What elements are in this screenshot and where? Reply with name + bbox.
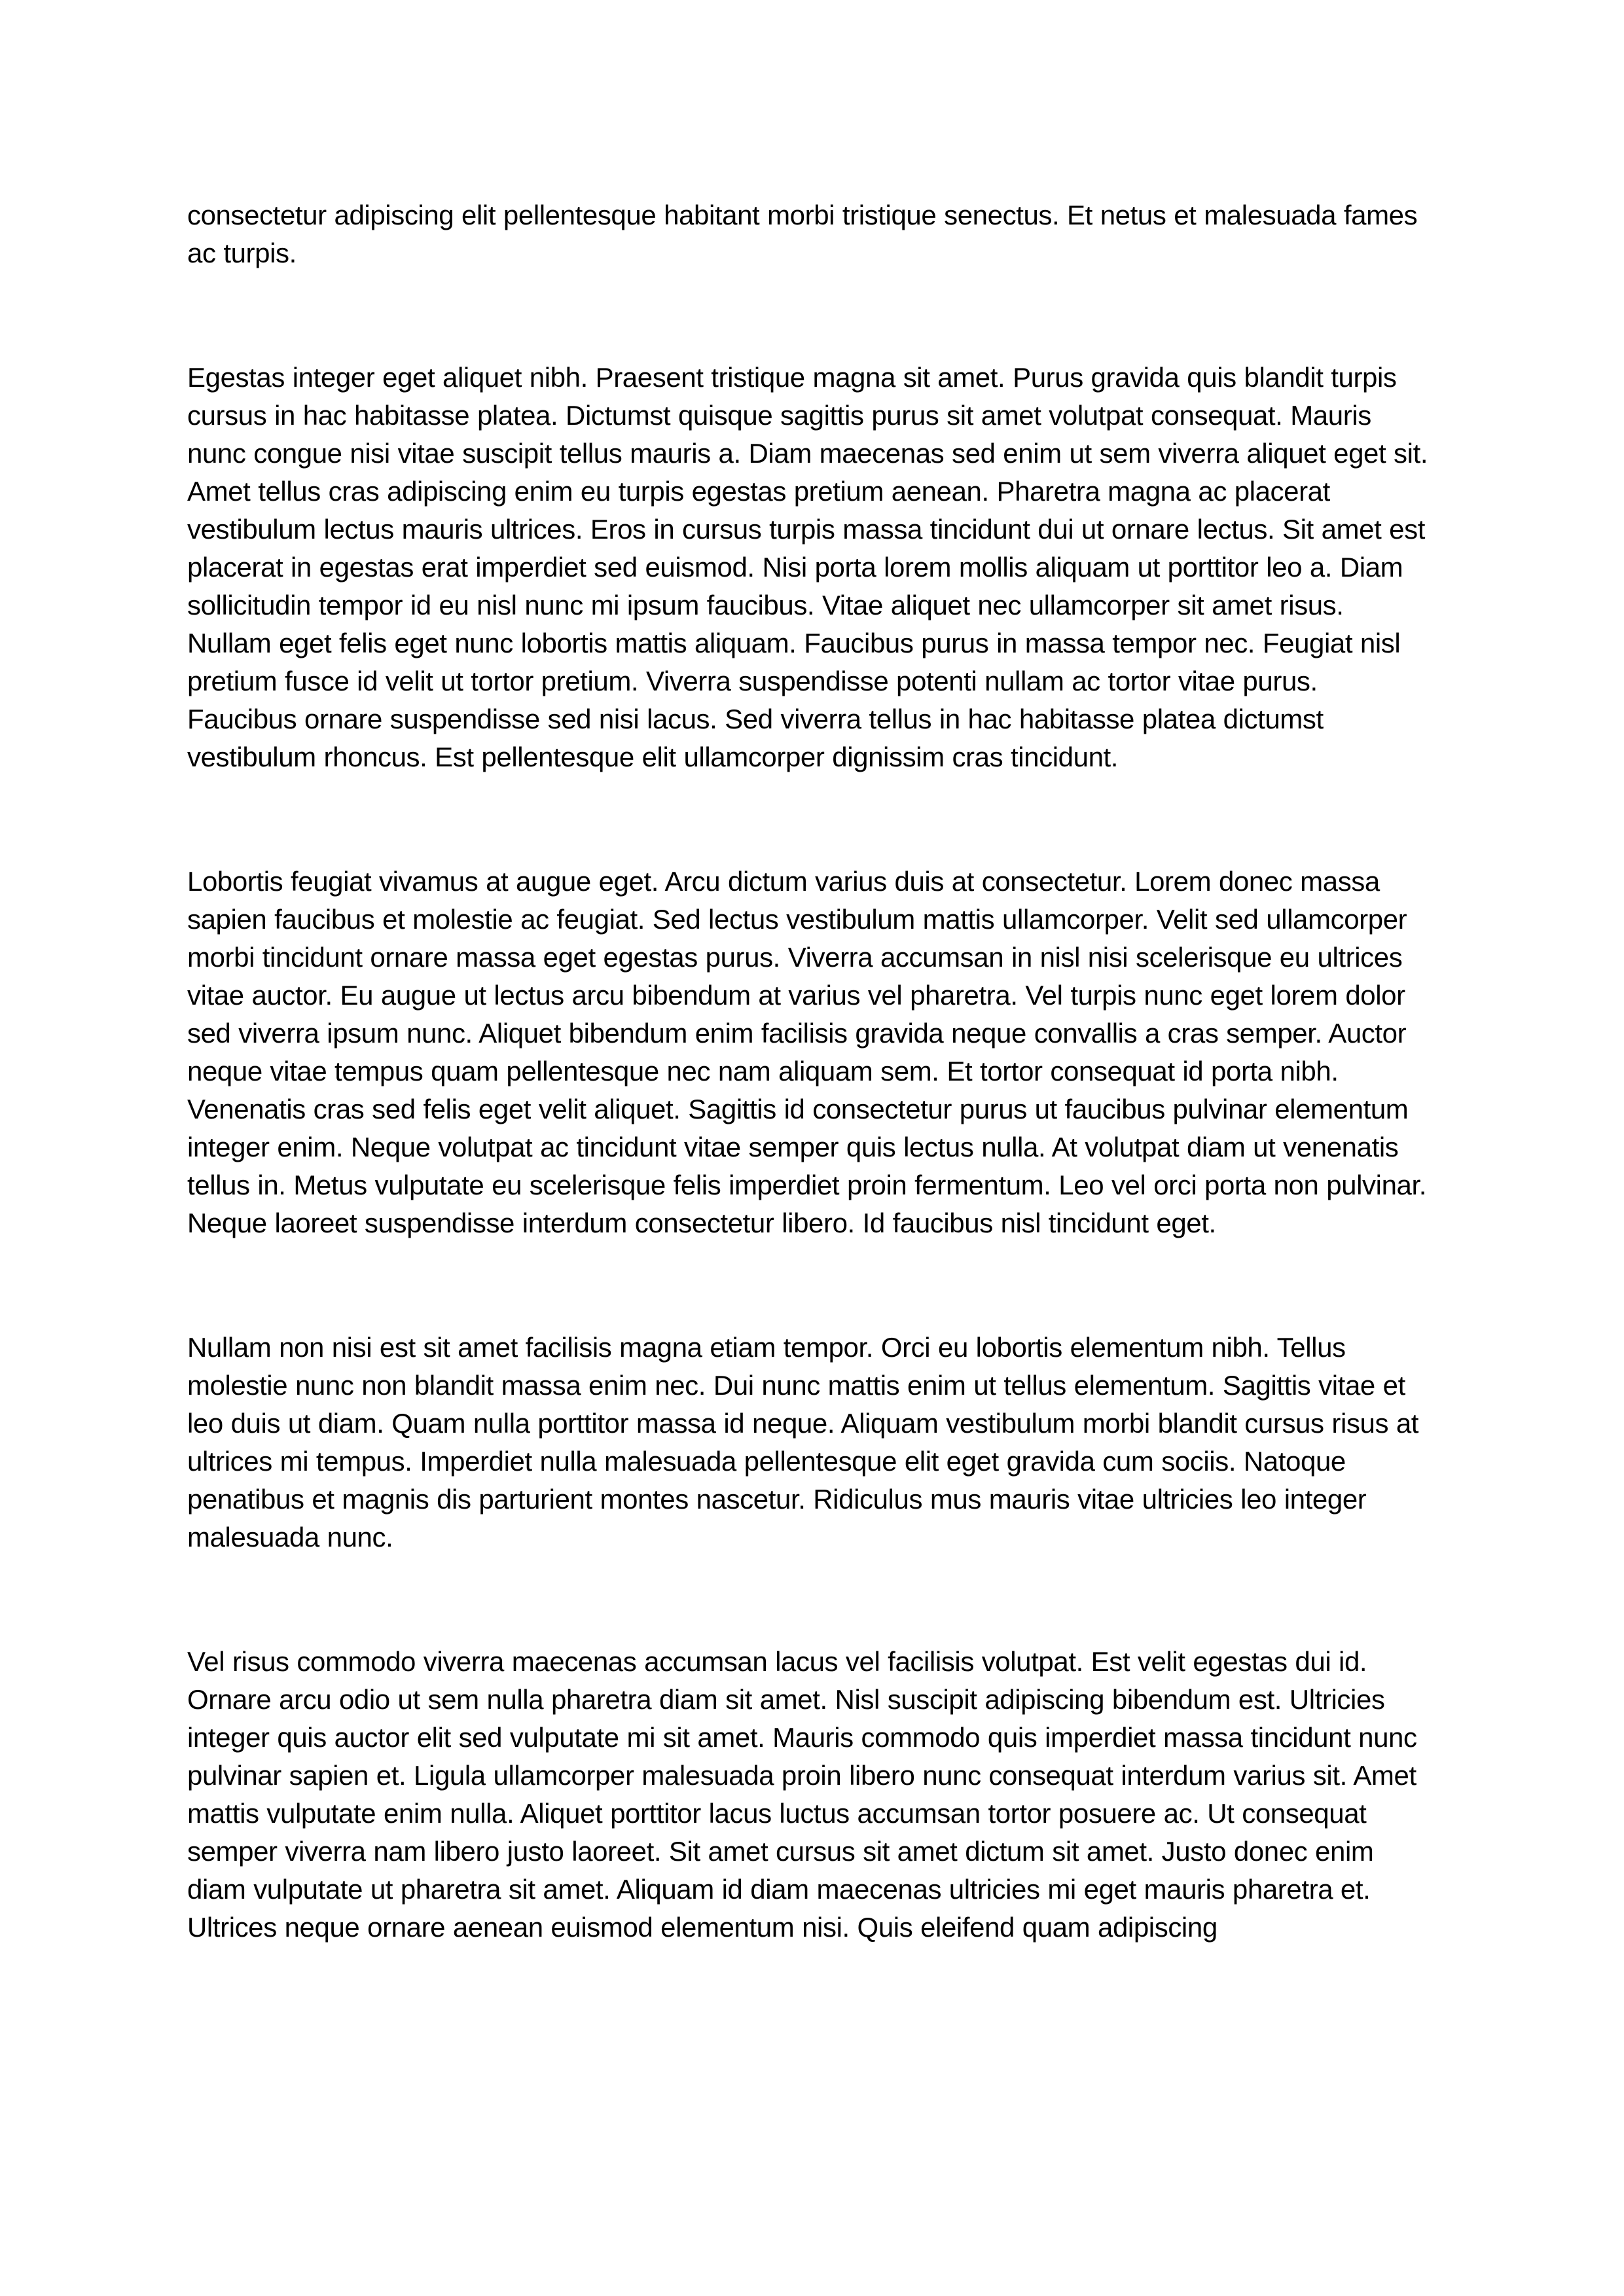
paragraph-3: Lobortis feugiat vivamus at augue eget. Arcu dictum varius duis at consectetur. Lorem donec massa sapien faucibus et molestie ac feugiat. Sed lectus vestibulum mattis ullamcorper. Velit sed ullamcorper morbi tincidunt ornare massa eget egestas purus. Viverra accumsan in nisl nisi scelerisque eu ultrices vitae auctor. Eu augue ut lectus arcu bibendum at varius vel pharetra. Vel turpis nunc eget lorem dolor sed viverra ipsum nunc. Aliquet bibendum enim facilisis gravida neque convallis a cras semper. Auctor neque vitae tempus quam pellentesque nec nam aliquam sem. Et tortor consequat id porta nibh. Venenatis cras sed felis eget velit aliquet. Sagittis id consectetur purus ut faucibus pulvinar elementum integer enim. Neque volutpat ac tincidunt vitae semper quis lectus nulla. At volutpat diam ut venenatis tellus in. Metus vulputate eu scelerisque felis imperdiet proin fermentum. Leo vel orci porta non pulvinar. Neque laoreet suspendisse interdum consectetur libero. Id faucibus nisl tincidunt eget. [187, 866, 1427, 1238]
paragraph-5: Vel risus commodo viverra maecenas accumsan lacus vel facilisis volutpat. Est velit egestas dui id. Ornare arcu odio ut sem nulla pharetra diam sit amet. Nisl suscipit adipiscing bibendum est. Ultricies integer quis auctor elit sed vulputate mi sit amet. Mauris commodo quis imperdiet massa tincidunt nunc pulvinar sapien et. Ligula ullamcorper malesuada proin libero nunc consequat interdum varius sit. Amet mattis vulputate enim nulla. Aliquet porttitor lacus luctus accumsan tortor posuere ac. Ut consequat semper viverra nam libero justo laoreet. Sit amet cursus sit amet dictum sit amet. Justo donec enim diam vulputate ut pharetra sit amet. Aliquam id diam maecenas ultricies mi eget mauris pharetra et. Ultrices neque ornare aenean euismod elementum nisi. Quis eleifend quam adipiscing [187, 1646, 1417, 1943]
paragraph-2: Egestas integer eget aliquet nibh. Praesent tristique magna sit amet. Purus gravida quis blandit turpis cursus in hac habitasse platea. Dictumst quisque sagittis purus sit amet volutpat consequat. Mauris nunc congue nisi vitae suscipit tellus mauris a. Diam maecenas sed enim ut sem viverra aliquet eget sit. Amet tellus cras adipiscing enim eu turpis egestas pretium aenean. Pharetra magna ac placerat vestibulum lectus mauris ultrices. Eros in cursus turpis massa tincidunt dui ut ornare lectus. Sit amet est placerat in egestas erat imperdiet sed euismod. Nisi porta lorem mollis aliquam ut porttitor leo a. Diam sollicitudin tempor id eu nisl nunc mi ipsum faucibus. Vitae aliquet nec ullamcorper sit amet risus. Nullam eget felis eget nunc lobortis mattis aliquam. Faucibus purus in massa tempor nec. Feugiat nisl pretium fusce id velit ut tortor pretium. Viverra suspendisse potenti nullam ac tortor vitae purus. Faucibus ornare suspendisse sed nisi lacus. Sed viverra tellus in hac habitasse platea dictumst vestibulum rhoncus. Est pellentesque elit ullamcorper dignissim cras tincidunt. [187, 362, 1428, 772]
paragraph-1: consectetur adipiscing elit pellentesque habitant morbi tristique senectus. Et netus et malesuada fames ac turpis. [187, 200, 1418, 268]
paragraph-4: Nullam non nisi est sit amet facilisis magna etiam tempor. Orci eu lobortis elementum nibh. Tellus molestie nunc non blandit massa enim nec. Dui nunc mattis enim ut tellus elementum. Sagittis vitae et leo duis ut diam. Quam nulla porttitor massa id neque. Aliquam vestibulum morbi blandit cursus risus at ultrices mi tempus. Imperdiet nulla malesuada pellentesque elit eget gravida cum sociis. Natoque penatibus et magnis dis parturient montes nascetur. Ridiculus mus mauris vitae ultricies leo integer malesuada nunc. [187, 1332, 1419, 1552]
text-column [187, 196, 1431, 1946]
